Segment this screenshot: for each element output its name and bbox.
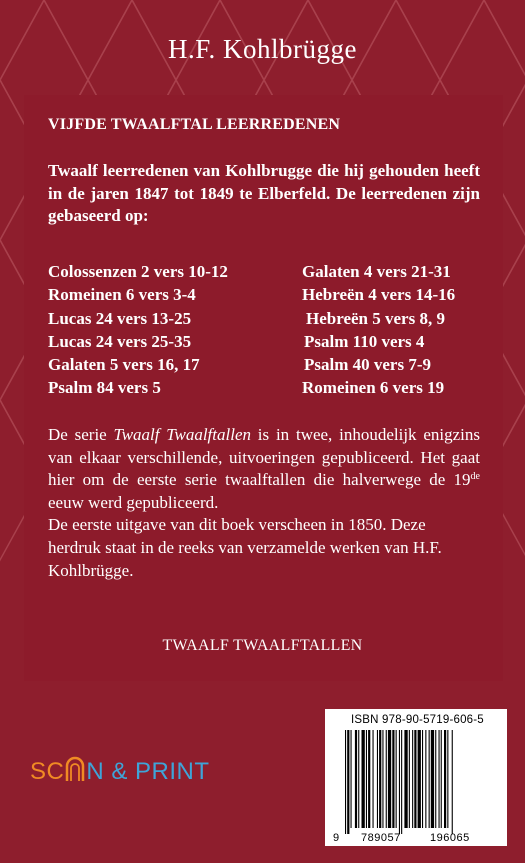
barcode-bar bbox=[362, 730, 365, 828]
barcode-bar bbox=[404, 730, 407, 828]
barcode-digit-first: 9 bbox=[333, 832, 340, 844]
barcode-bar bbox=[435, 730, 436, 828]
series-name: TWAALF TWAALFTALLEN bbox=[162, 637, 363, 654]
barcode-bar bbox=[447, 730, 448, 828]
door-icon bbox=[64, 756, 86, 789]
barcode-bar bbox=[412, 730, 413, 828]
verse-item: Galaten 4 vers 21-31 bbox=[302, 262, 451, 281]
description-paragraph-1: De serie Twaalf Twaalftallen is in twee, inhoudelijk enigzins van elkaar verschillende, uitvoeringen gepubliceerd. Het gaat hier om de eerste serie twaalftallen die halverwege de 19de eeuw werd gepubliceerd. bbox=[48, 425, 480, 512]
barcode-bars bbox=[345, 730, 493, 834]
barcode-bar bbox=[399, 730, 400, 834]
barcode-bar bbox=[345, 730, 346, 834]
barcode-digits-right: 196065 bbox=[430, 832, 470, 844]
verse-item: Psalm 40 vers 7-9 bbox=[304, 355, 432, 375]
isbn-label: ISBN 978-90-5719-606-5 bbox=[351, 714, 484, 726]
verses-list-left bbox=[48, 260, 228, 400]
author-name: H.F. Kohlbrügge bbox=[167, 34, 358, 64]
barcode-bar bbox=[392, 730, 394, 828]
ordinal-superscript: de bbox=[470, 471, 480, 483]
barcode-bar bbox=[379, 730, 381, 828]
verse-item: Romeinen 6 vers 19 bbox=[302, 378, 445, 398]
barcode-bar bbox=[441, 730, 442, 828]
logo-text-part1: SC bbox=[30, 758, 65, 785]
verse-item: Lucas 24 vers 25-35 bbox=[48, 331, 192, 351]
barcode-digits-left: 789057 bbox=[361, 832, 401, 844]
barcode-bar bbox=[347, 730, 349, 834]
barcode-bar bbox=[422, 730, 423, 828]
description-text bbox=[48, 424, 480, 582]
description-paragraph-2: De eerste uitgave van dit boek verscheen in 1850. Deze herdruk staat in de reeks van verzamelde werken van H.F. Kohlbrügge. bbox=[48, 515, 442, 580]
barcode-bar bbox=[431, 730, 434, 828]
series-title-italic: Twaalf Twaalftallen bbox=[113, 425, 251, 444]
barcode-bar bbox=[351, 730, 352, 828]
barcode-bar bbox=[377, 730, 378, 828]
barcode-bar bbox=[355, 730, 357, 828]
verse-item: Hebreën 4 vers 14-16 bbox=[302, 285, 456, 305]
book-subtitle: VIJFDE TWAALFTAL LEERREDENEN bbox=[48, 116, 341, 133]
barcode-bar bbox=[382, 730, 383, 828]
verse-item: Romeinen 6 vers 3-4 bbox=[48, 285, 196, 305]
barcode-bar bbox=[358, 730, 359, 828]
verse-item: Colossenzen 2 vers 10-12 bbox=[48, 262, 228, 281]
barcode-bar bbox=[401, 730, 402, 834]
logo-text-part2: N & PRINT bbox=[86, 758, 210, 785]
barcode-bar bbox=[439, 730, 440, 828]
barcode-bar bbox=[452, 730, 453, 834]
barcode-bar bbox=[386, 730, 387, 828]
verse-item: Psalm 110 vers 4 bbox=[304, 331, 425, 351]
verse-item: Galaten 5 vers 16, 17 bbox=[48, 355, 200, 375]
verses-list-right bbox=[302, 260, 455, 400]
intro-paragraph: Twaalf leerredenen van Kohlbrugge die hij gehouden heeft in de jaren 1847 tot 1849 te Elberfeld. De leerredenen zijn gebaseerd op: bbox=[48, 161, 480, 225]
verse-item: Lucas 24 vers 13-25 bbox=[48, 308, 192, 328]
barcode-bar bbox=[444, 730, 446, 828]
barcode-bar bbox=[414, 730, 416, 828]
verse-item: Hebreën 5 vers 8, 9 bbox=[306, 308, 445, 328]
barcode-box bbox=[325, 709, 507, 846]
barcode-bar bbox=[388, 730, 391, 828]
barcode-bar bbox=[396, 730, 397, 828]
barcode-bar bbox=[366, 730, 367, 828]
barcode-bar bbox=[368, 730, 370, 828]
barcode-bar bbox=[409, 730, 410, 828]
barcode-bar bbox=[429, 730, 430, 828]
barcode-bar bbox=[373, 730, 374, 828]
verse-item: Psalm 84 vers 5 bbox=[48, 378, 161, 398]
publisher-logo bbox=[30, 756, 210, 789]
barcode-bar bbox=[425, 730, 426, 828]
barcode-bar bbox=[418, 730, 421, 828]
